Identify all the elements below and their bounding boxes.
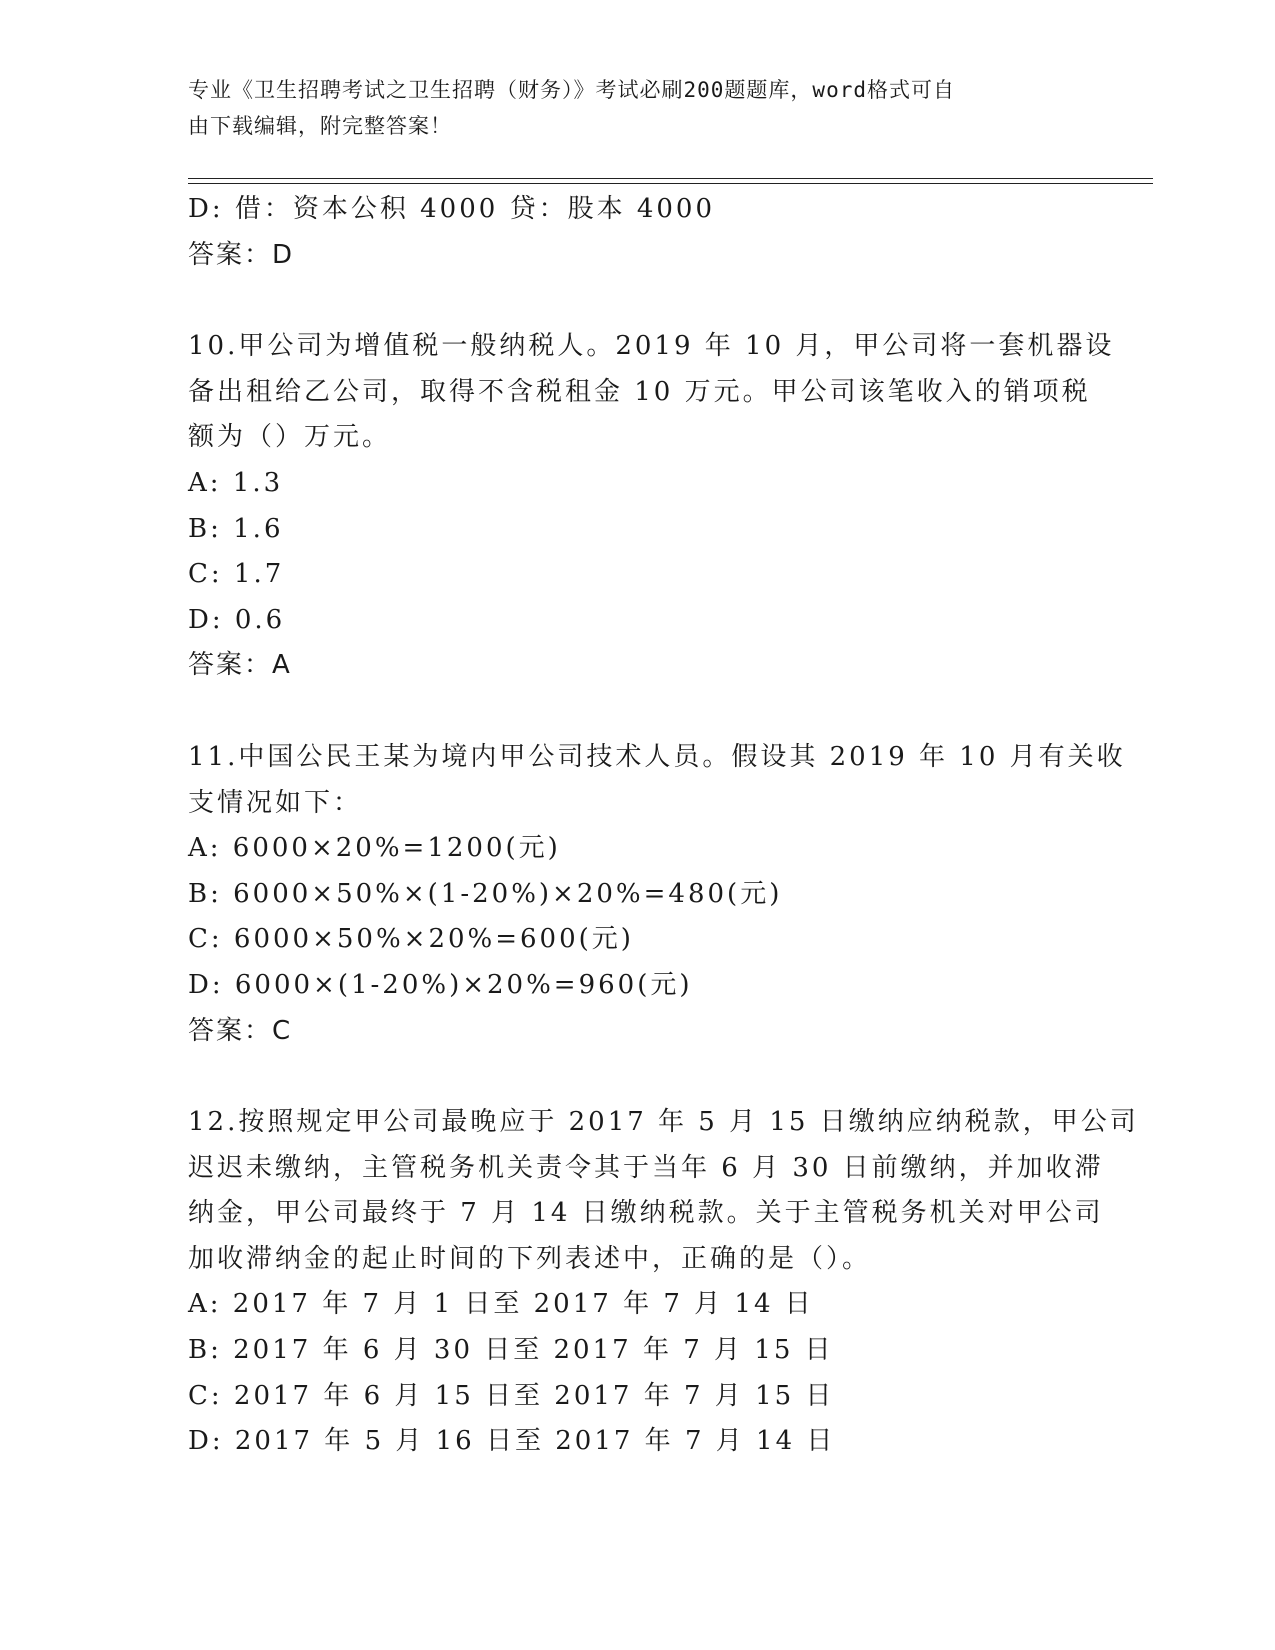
question-10-option-a: A: 1.3 [188,467,284,498]
question-12-text-line-4: 加收滞纳金的起止时间的下列表述中，正确的是（）。 [188,1243,872,1274]
question-11-option-a: A: 6000×20%=1200(元) [188,833,561,864]
question-10-option-c: C: 1.7 [188,559,285,590]
prev-question-answer: 答案：D [188,239,295,270]
document-header [188,72,1068,144]
question-10-option-d: D: 0.6 [188,604,286,635]
question-10-text-line-3: 额为（）万元。 [188,422,392,453]
question-11-answer: 答案：C [188,1015,293,1046]
spacer [188,689,1068,735]
question-12 [188,1100,1139,1465]
question-10-option-b: B: 1.6 [188,513,284,544]
question-11-option-d: D: 6000×(1-20%)×20%=960(元) [188,969,693,1000]
question-10-text-line-1: 10.甲公司为增值税一般纳税人。2019 年 10 月，甲公司将一套机器设 [188,331,1115,362]
prev-question-option-d: D: 借：资本公积 4000 贷：股本 4000 [188,194,716,224]
question-11-option-c: C: 6000×50%×20%=600(元) [188,924,634,955]
question-10 [188,324,1115,689]
question-11-option-b: B: 6000×50%×(1-20%)×20%=480(元) [188,878,783,909]
header-divider-top [188,178,1153,179]
header-title-line-1: 专业《卫生招聘考试之卫生招聘（财务）》考试必刷200题题库，word格式可自 [188,78,955,102]
question-list [188,187,1139,1465]
question-11-text-line-2: 支情况如下： [188,787,363,818]
question-12-option-d: D: 2017 年 5 月 16 日至 2017 年 7 月 14 日 [188,1426,836,1457]
question-10-text-line-2: 备出租给乙公司，取得不含税租金 10 万元。甲公司该笔收入的销项税 [188,376,1091,407]
question-12-option-b: B: 2017 年 6 月 30 日至 2017 年 7 月 15 日 [188,1335,834,1366]
question-11-text-line-1: 11.中国公民王某为境内甲公司技术人员。假设其 2019 年 10 月有关收 [188,741,1126,772]
question-12-text-line-1: 12.按照规定甲公司最晚应于 2017 年 5 月 15 日缴纳应纳税款，甲公司 [188,1107,1139,1138]
question-12-text-line-3: 纳金，甲公司最终于 7 月 14 日缴纳税款。关于主管税务机关对甲公司 [188,1198,1104,1229]
header-divider-bottom [188,183,1153,184]
spacer [188,278,1068,324]
question-11 [188,735,1126,1054]
question-12-text-line-2: 迟迟未缴纳，主管税务机关责令其于当年 6 月 30 日前缴纳，并加收滞 [188,1152,1104,1183]
header-title-line-2: 由下载编辑，附完整答案！ [188,114,452,138]
question-12-option-c: C: 2017 年 6 月 15 日至 2017 年 7 月 15 日 [188,1380,835,1411]
question-12-option-a: A: 2017 年 7 月 1 日至 2017 年 7 月 14 日 [188,1289,814,1320]
spacer [188,1054,1068,1100]
question-10-answer: 答案：A [188,650,292,681]
